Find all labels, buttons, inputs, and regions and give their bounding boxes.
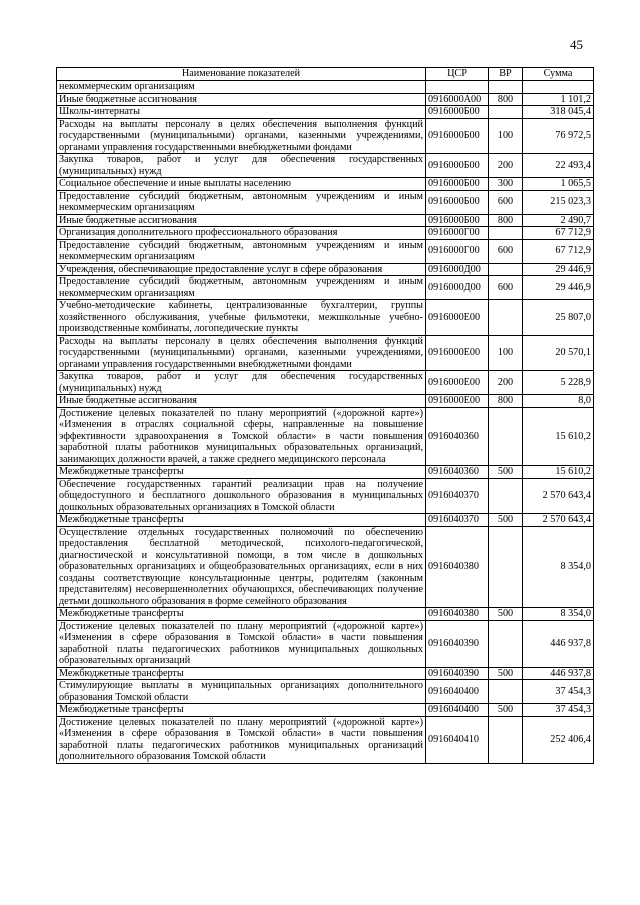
row-csr: 0916040380 bbox=[426, 608, 489, 621]
table-row bbox=[57, 106, 594, 119]
row-vr: 600 bbox=[489, 239, 523, 263]
table-row bbox=[57, 300, 594, 336]
page-number: 45 bbox=[570, 37, 583, 52]
table-row bbox=[57, 407, 594, 466]
row-vr bbox=[489, 106, 523, 119]
table-row bbox=[57, 276, 594, 300]
row-sum: 37 454,3 bbox=[523, 704, 594, 717]
row-sum: 8 354,0 bbox=[523, 526, 594, 608]
table-row bbox=[57, 371, 594, 395]
table-row bbox=[57, 178, 594, 191]
row-vr bbox=[489, 620, 523, 667]
row-sum: 15 610,2 bbox=[523, 466, 594, 479]
row-vr: 500 bbox=[489, 704, 523, 717]
row-csr: 0916000Д00 bbox=[426, 276, 489, 300]
table-body bbox=[57, 81, 594, 764]
row-name: Межбюджетные трансферты bbox=[57, 466, 426, 479]
row-vr: 200 bbox=[489, 371, 523, 395]
row-csr: 0916040400 bbox=[426, 680, 489, 704]
row-vr bbox=[489, 263, 523, 276]
row-name: Предоставление субсидий бюджетным, автономным учреждениям и иным некоммерческим организациям bbox=[57, 190, 426, 214]
row-name: Межбюджетные трансферты bbox=[57, 514, 426, 527]
row-name: некоммерческим организациям bbox=[57, 81, 426, 94]
row-name: Закупка товаров, работ и услуг для обеспечения государственных (муниципальных) нужд bbox=[57, 371, 426, 395]
row-sum: 67 712,9 bbox=[523, 239, 594, 263]
row-csr: 0916000Е00 bbox=[426, 371, 489, 395]
row-vr bbox=[489, 526, 523, 608]
row-sum: 15 610,2 bbox=[523, 407, 594, 466]
row-csr: 0916000Г00 bbox=[426, 239, 489, 263]
table-row bbox=[57, 395, 594, 408]
header-sum: Сумма bbox=[523, 68, 594, 81]
row-csr: 0916040360 bbox=[426, 466, 489, 479]
row-name: Учебно-методические кабинеты, централизованные бухгалтерии, группы хозяйственного обслуживания, учебные фильмотеки, межшкольные учебно-производственные комбинаты, логопедические пункты bbox=[57, 300, 426, 336]
row-vr: 500 bbox=[489, 466, 523, 479]
table-header-row bbox=[57, 68, 594, 81]
row-name: Закупка товаров, работ и услуг для обеспечения государственных (муниципальных) нужд bbox=[57, 154, 426, 178]
row-csr: 0916000Г00 bbox=[426, 227, 489, 240]
row-vr bbox=[489, 81, 523, 94]
row-name: Расходы на выплаты персоналу в целях обеспечения выполнения функций государственными (муниципальными) органами, казенными учреждениями, органами управления государственными внебюджетными фондами bbox=[57, 118, 426, 154]
row-name: Социальное обеспечение и иные выплаты населению bbox=[57, 178, 426, 191]
row-sum: 29 446,9 bbox=[523, 263, 594, 276]
table-row bbox=[57, 667, 594, 680]
row-sum: 76 972,5 bbox=[523, 118, 594, 154]
table-row bbox=[57, 154, 594, 178]
row-sum: 22 493,4 bbox=[523, 154, 594, 178]
row-vr: 500 bbox=[489, 608, 523, 621]
row-vr: 600 bbox=[489, 190, 523, 214]
row-vr: 200 bbox=[489, 154, 523, 178]
row-name: Межбюджетные трансферты bbox=[57, 704, 426, 717]
row-name: Межбюджетные трансферты bbox=[57, 608, 426, 621]
row-sum: 67 712,9 bbox=[523, 227, 594, 240]
row-sum: 1 101,2 bbox=[523, 93, 594, 106]
budget-table bbox=[56, 67, 594, 764]
table-row bbox=[57, 335, 594, 371]
row-csr: 0916040370 bbox=[426, 514, 489, 527]
row-sum: 446 937,8 bbox=[523, 620, 594, 667]
table-row bbox=[57, 118, 594, 154]
table-row bbox=[57, 680, 594, 704]
row-sum bbox=[523, 81, 594, 94]
row-sum: 252 406,4 bbox=[523, 716, 594, 763]
header-vr: ВР bbox=[489, 68, 523, 81]
row-vr bbox=[489, 478, 523, 514]
row-name: Предоставление субсидий бюджетным, автономным учреждениям и иным некоммерческим организациям bbox=[57, 239, 426, 263]
table-row bbox=[57, 227, 594, 240]
row-name: Школы-интернаты bbox=[57, 106, 426, 119]
row-vr: 500 bbox=[489, 667, 523, 680]
row-vr bbox=[489, 716, 523, 763]
row-sum: 29 446,9 bbox=[523, 276, 594, 300]
row-csr: 0916040400 bbox=[426, 704, 489, 717]
row-sum: 2 570 643,4 bbox=[523, 514, 594, 527]
row-name: Организация дополнительного профессионального образования bbox=[57, 227, 426, 240]
table-row bbox=[57, 704, 594, 717]
table-row bbox=[57, 716, 594, 763]
table-row bbox=[57, 190, 594, 214]
table-row bbox=[57, 263, 594, 276]
row-name: Достижение целевых показателей по плану мероприятий («дорожной карте») «Изменения в сфере образования в Томской области» в части повышения заработной платы педагогических работников муниципальных организаций дополнительного образования Томской области bbox=[57, 716, 426, 763]
row-csr bbox=[426, 81, 489, 94]
row-csr: 0916000Б00 bbox=[426, 118, 489, 154]
row-csr: 0916000Б00 bbox=[426, 214, 489, 227]
header-name: Наименование показателей bbox=[57, 68, 426, 81]
row-vr bbox=[489, 227, 523, 240]
row-csr: 0916040410 bbox=[426, 716, 489, 763]
table-row bbox=[57, 620, 594, 667]
row-vr bbox=[489, 680, 523, 704]
row-vr: 100 bbox=[489, 118, 523, 154]
row-name: Иные бюджетные ассигнования bbox=[57, 395, 426, 408]
row-sum: 37 454,3 bbox=[523, 680, 594, 704]
table-row bbox=[57, 466, 594, 479]
row-csr: 0916040390 bbox=[426, 667, 489, 680]
row-csr: 0916000Е00 bbox=[426, 395, 489, 408]
row-sum: 446 937,8 bbox=[523, 667, 594, 680]
row-name: Стимулирующие выплаты в муниципальных организациях дополнительного образования Томской области bbox=[57, 680, 426, 704]
row-vr bbox=[489, 407, 523, 466]
row-vr: 500 bbox=[489, 514, 523, 527]
row-name: Межбюджетные трансферты bbox=[57, 667, 426, 680]
table-row bbox=[57, 608, 594, 621]
row-csr: 0916040360 bbox=[426, 407, 489, 466]
row-name: Обеспечение государственных гарантий реализации прав на получение общедоступного и бесплатного дошкольного образования в муниципальных дошкольных образовательных организациях в Томской области bbox=[57, 478, 426, 514]
row-sum: 25 807,0 bbox=[523, 300, 594, 336]
row-csr: 0916000Е00 bbox=[426, 300, 489, 336]
row-csr: 0916000Б00 bbox=[426, 190, 489, 214]
row-vr: 800 bbox=[489, 93, 523, 106]
row-name: Предоставление субсидий бюджетным, автономным учреждениям и иным некоммерческим организациям bbox=[57, 276, 426, 300]
row-sum: 215 023,3 bbox=[523, 190, 594, 214]
row-sum: 1 065,5 bbox=[523, 178, 594, 191]
row-name: Осуществление отдельных государственных полномочий по обеспечению предоставления бесплатной методической, психолого-педагогической, диагностической и консультативной помощи, в том числе в дошкольных образовательных организациях и общеобразовательных организациях, если в них созданы соответствующие консультационные центры, родителям (законным представителям) несовершеннолетних обучающихся, обеспечивающих получение детьми дошкольного образования в форме семейного образования bbox=[57, 526, 426, 608]
table-row bbox=[57, 81, 594, 94]
row-vr: 800 bbox=[489, 214, 523, 227]
row-csr: 0916000Б00 bbox=[426, 154, 489, 178]
row-name: Иные бюджетные ассигнования bbox=[57, 93, 426, 106]
row-csr: 0916000Б00 bbox=[426, 178, 489, 191]
row-sum: 8 354,0 bbox=[523, 608, 594, 621]
row-name: Расходы на выплаты персоналу в целях обеспечения выполнения функций государственными (муниципальными) органами, казенными учреждениями, органами управления государственными внебюджетными фондами bbox=[57, 335, 426, 371]
row-vr bbox=[489, 300, 523, 336]
row-vr: 100 bbox=[489, 335, 523, 371]
table-row bbox=[57, 526, 594, 608]
row-sum: 5 228,9 bbox=[523, 371, 594, 395]
table-row bbox=[57, 214, 594, 227]
row-csr: 0916000А00 bbox=[426, 93, 489, 106]
table-row bbox=[57, 514, 594, 527]
row-csr: 0916040390 bbox=[426, 620, 489, 667]
header-csr: ЦСР bbox=[426, 68, 489, 81]
row-sum: 20 570,1 bbox=[523, 335, 594, 371]
row-csr: 0916000Б00 bbox=[426, 106, 489, 119]
row-csr: 0916000Д00 bbox=[426, 263, 489, 276]
row-sum: 2 490,7 bbox=[523, 214, 594, 227]
table-row bbox=[57, 478, 594, 514]
table-row bbox=[57, 93, 594, 106]
row-vr: 300 bbox=[489, 178, 523, 191]
row-vr: 800 bbox=[489, 395, 523, 408]
row-name: Достижение целевых показателей по плану мероприятий («дорожной карте») «Изменения в отраслях социальной сферы, направленные на повышение эффективности здравоохранения в Томской области» в части повышения заработной платы работников муниципальных образовательных организаций, занимающих должности врачей, а также среднего медицинского персонала bbox=[57, 407, 426, 466]
row-csr: 0916040370 bbox=[426, 478, 489, 514]
row-csr: 0916000Е00 bbox=[426, 335, 489, 371]
row-name: Учреждения, обеспечивающие предоставление услуг в сфере образования bbox=[57, 263, 426, 276]
row-name: Достижение целевых показателей по плану мероприятий («дорожной карте») «Изменения в сфере образования в Томской области» в части повышения заработной платы педагогических работников муниципальных дошкольных образовательных организаций bbox=[57, 620, 426, 667]
table-row bbox=[57, 239, 594, 263]
row-sum: 8,0 bbox=[523, 395, 594, 408]
row-csr: 0916040380 bbox=[426, 526, 489, 608]
row-name: Иные бюджетные ассигнования bbox=[57, 214, 426, 227]
row-sum: 2 570 643,4 bbox=[523, 478, 594, 514]
row-sum: 318 045,4 bbox=[523, 106, 594, 119]
row-vr: 600 bbox=[489, 276, 523, 300]
